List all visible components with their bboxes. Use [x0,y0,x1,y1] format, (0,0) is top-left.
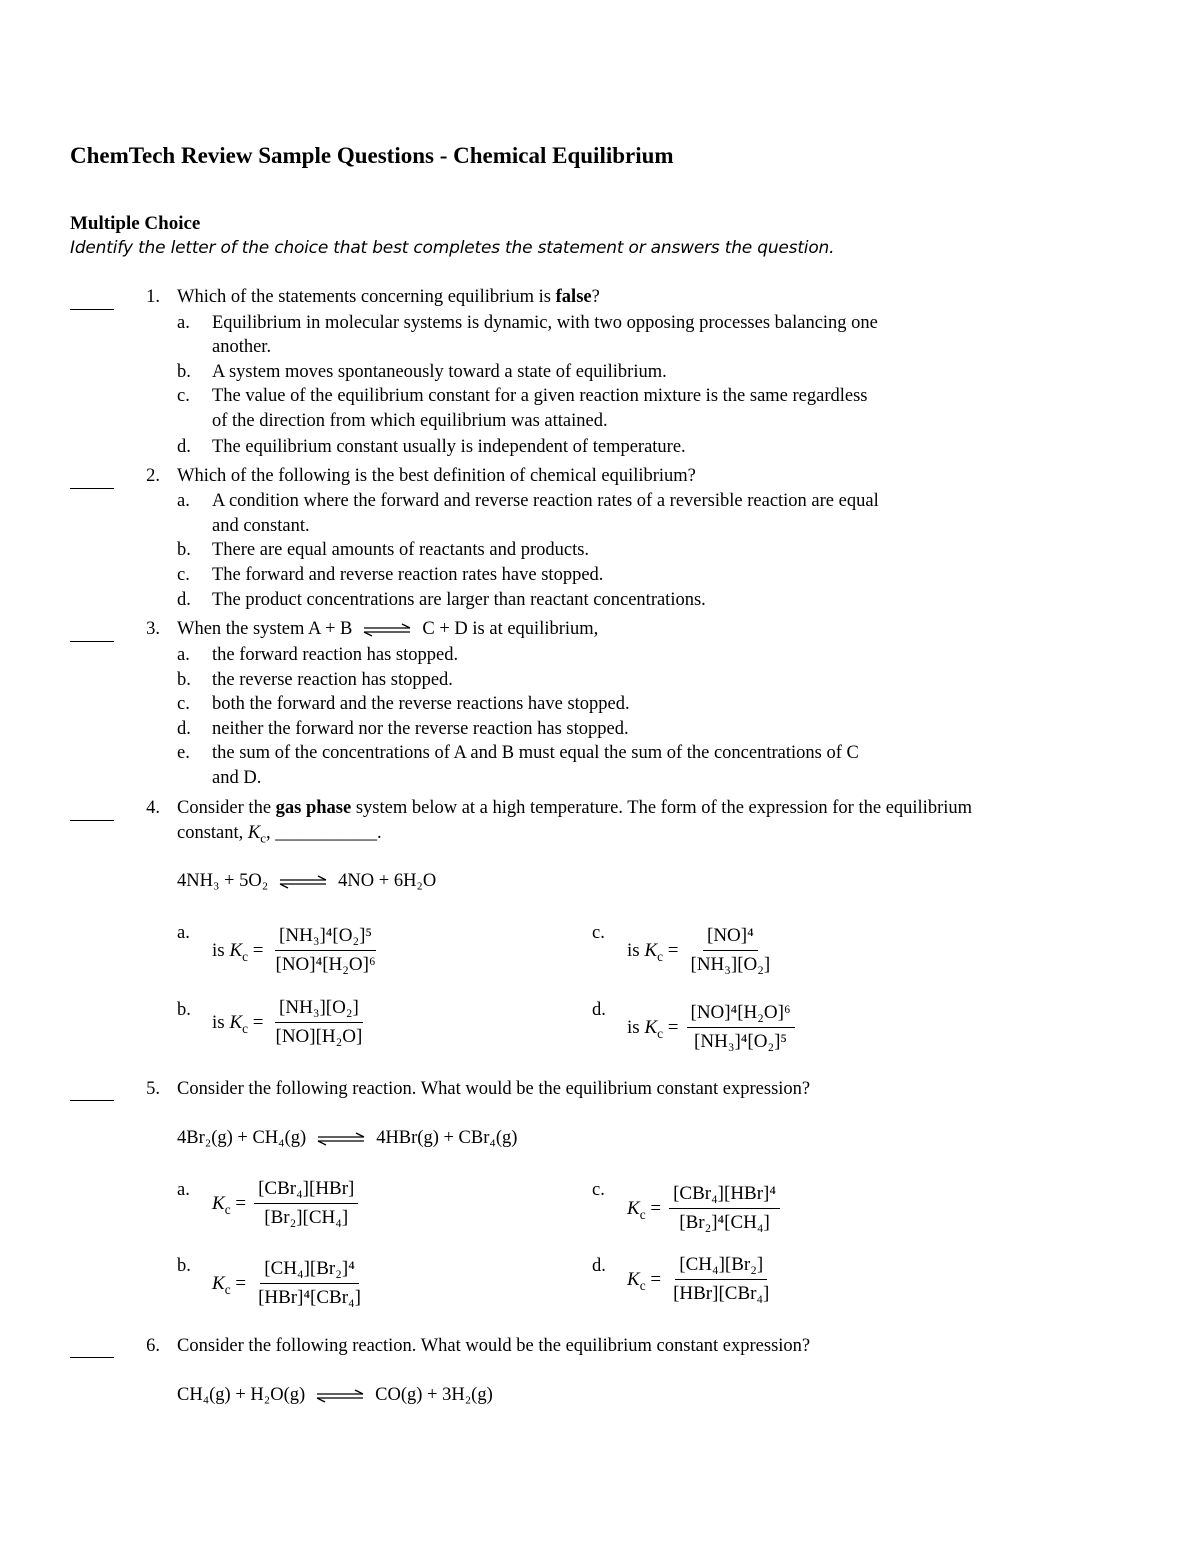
option-letter: d. [592,1000,606,1020]
answer-blank-q1[interactable] [70,309,114,310]
instructions: Identify the letter of the choice that best completes the statement or answers the question. [70,238,835,258]
kc-expression-option-c: $K_c$ = [CBr₄][HBr]⁴ [Br₂]⁴[CH₄] [627,1183,780,1234]
question-number: 2. [146,466,160,486]
answer-blank-q5[interactable] [70,1100,114,1101]
option-letter: a. [177,313,190,333]
option-letter: b. [177,362,191,382]
option-letter: b. [177,670,191,690]
option-text: both the forward and the reverse reactions have stopped. [212,694,630,714]
section-heading: Multiple Choice [70,213,201,234]
option-letter: d. [177,437,191,457]
question-stem-q5: Consider the following reaction. What would be the equilibrium constant expression? [177,1079,811,1099]
reaction-equation: 4NH₃ + 5O₂ 4NO + 6H₂O [177,871,437,891]
option-text: and D. [212,768,262,788]
option-text: neither the forward nor the reverse reaction has stopped. [212,719,629,739]
question-stem-q4: Consider the gas phase system below at a high temperature. The form of the expression for the equilibrium [177,798,973,818]
answer-blank-q3[interactable] [70,641,114,642]
option-text: There are equal amounts of reactants and products. [212,540,590,560]
option-letter: b. [177,540,191,560]
equilibrium-arrow-icon [316,1132,366,1146]
question-stem-q6: Consider the following reaction. What would be the equilibrium constant expression? [177,1336,811,1356]
equilibrium-arrow-icon [278,875,328,889]
question-number: 1. [146,287,160,307]
page-title: ChemTech Review Sample Questions - Chemical Equilibrium [70,143,674,168]
option-text: The product concentrations are larger than reactant concentrations. [212,590,706,610]
option-text: The forward and reverse reaction rates have stopped. [212,565,604,585]
equilibrium-arrow-icon [315,1389,365,1403]
option-text: and constant. [212,516,310,536]
reaction-equation: 4Br₂(g) + CH₄(g) 4HBr(g) + CBr₄(g) [177,1128,518,1148]
kc-expression-option-a: $K_c$ = [CBr₄][HBr] [Br₂][CH₄] [212,1178,358,1229]
answer-blank-q2[interactable] [70,488,114,489]
kc-expression-option-c: is $K_c$ = $\frac{\text{[NO]⁴}}{\text{[NH₃][O₂]}}$ [627,925,771,975]
question-number: 3. [146,619,160,639]
kc-expression-option-b: is $K_c$ = $\frac{\text{[NH₃][O₂]}}{\text{[NO][H₂O]}}$ [212,997,363,1047]
answer-blank-q6[interactable] [70,1357,114,1358]
kc-expression-option-b: $K_c$ = [CH₄][Br₂]⁴ [HBr]⁴[CBr₄] [212,1258,362,1308]
answer-blank-q4[interactable] [70,820,114,821]
option-letter: a. [177,645,190,665]
question-stem-q4-line2: constant, $K_c$, ___________. [177,823,382,846]
option-text: of the direction from which equilibrium was attained. [212,411,608,431]
option-text: the sum of the concentrations of A and B must equal the sum of the concentrations of C [212,743,859,763]
option-letter: c. [177,694,190,714]
option-letter: b. [177,1000,191,1020]
option-letter: a. [177,491,190,511]
kc-expression-option-d: $K_c$ = [CH₄][Br₂] [HBr][CBr₄] [627,1254,770,1304]
option-text: Equilibrium in molecular systems is dynamic, with two opposing processes balancing one [212,313,878,333]
option-letter: c. [177,565,190,585]
option-letter: e. [177,743,190,763]
option-letter: d. [177,719,191,739]
option-text: The equilibrium constant usually is independent of temperature. [212,437,686,457]
option-text: the reverse reaction has stopped. [212,670,453,690]
kc-expression-option-a: is $K_c$ = $\frac{\text{[NH₃]⁴[O₂]⁵}}{\text{[NO]⁴[H₂O]⁶}}$ [212,925,376,975]
equilibrium-arrow-icon [362,623,412,637]
question-number: 6. [146,1336,160,1356]
question-stem-q1: Which of the statements concerning equilibrium is false? [177,287,600,307]
question-stem-q2: Which of the following is the best definition of chemical equilibrium? [177,466,696,486]
question-number: 5. [146,1079,160,1099]
option-text: another. [212,337,272,357]
option-text: The value of the equilibrium constant for a given reaction mixture is the same regardless [212,386,868,406]
option-letter: c. [177,386,190,406]
option-text: A condition where the forward and reverse reaction rates of a reversible reaction are equal [212,491,879,511]
question-number: 4. [146,798,160,818]
option-text: A system moves spontaneously toward a state of equilibrium. [212,362,667,382]
option-letter: a. [177,1180,190,1200]
kc-expression-option-d: is $K_c$ = $\frac{\text{[NO]⁴[H₂O]⁶}}{\text{[NH₃]⁴[O₂]⁵}}$ [627,1002,795,1053]
option-letter: b. [177,1256,191,1276]
option-text: the forward reaction has stopped. [212,645,459,665]
option-letter: c. [592,1180,605,1200]
option-letter: c. [592,923,605,943]
option-letter: a. [177,923,190,943]
option-letter: d. [177,590,191,610]
option-letter: d. [592,1256,606,1276]
reaction-equation: CH₄(g) + H₂O(g) CO(g) + 3H₂(g) [177,1385,493,1405]
question-stem-q3: When the system A + B C + D is at equilibrium, [177,619,599,639]
